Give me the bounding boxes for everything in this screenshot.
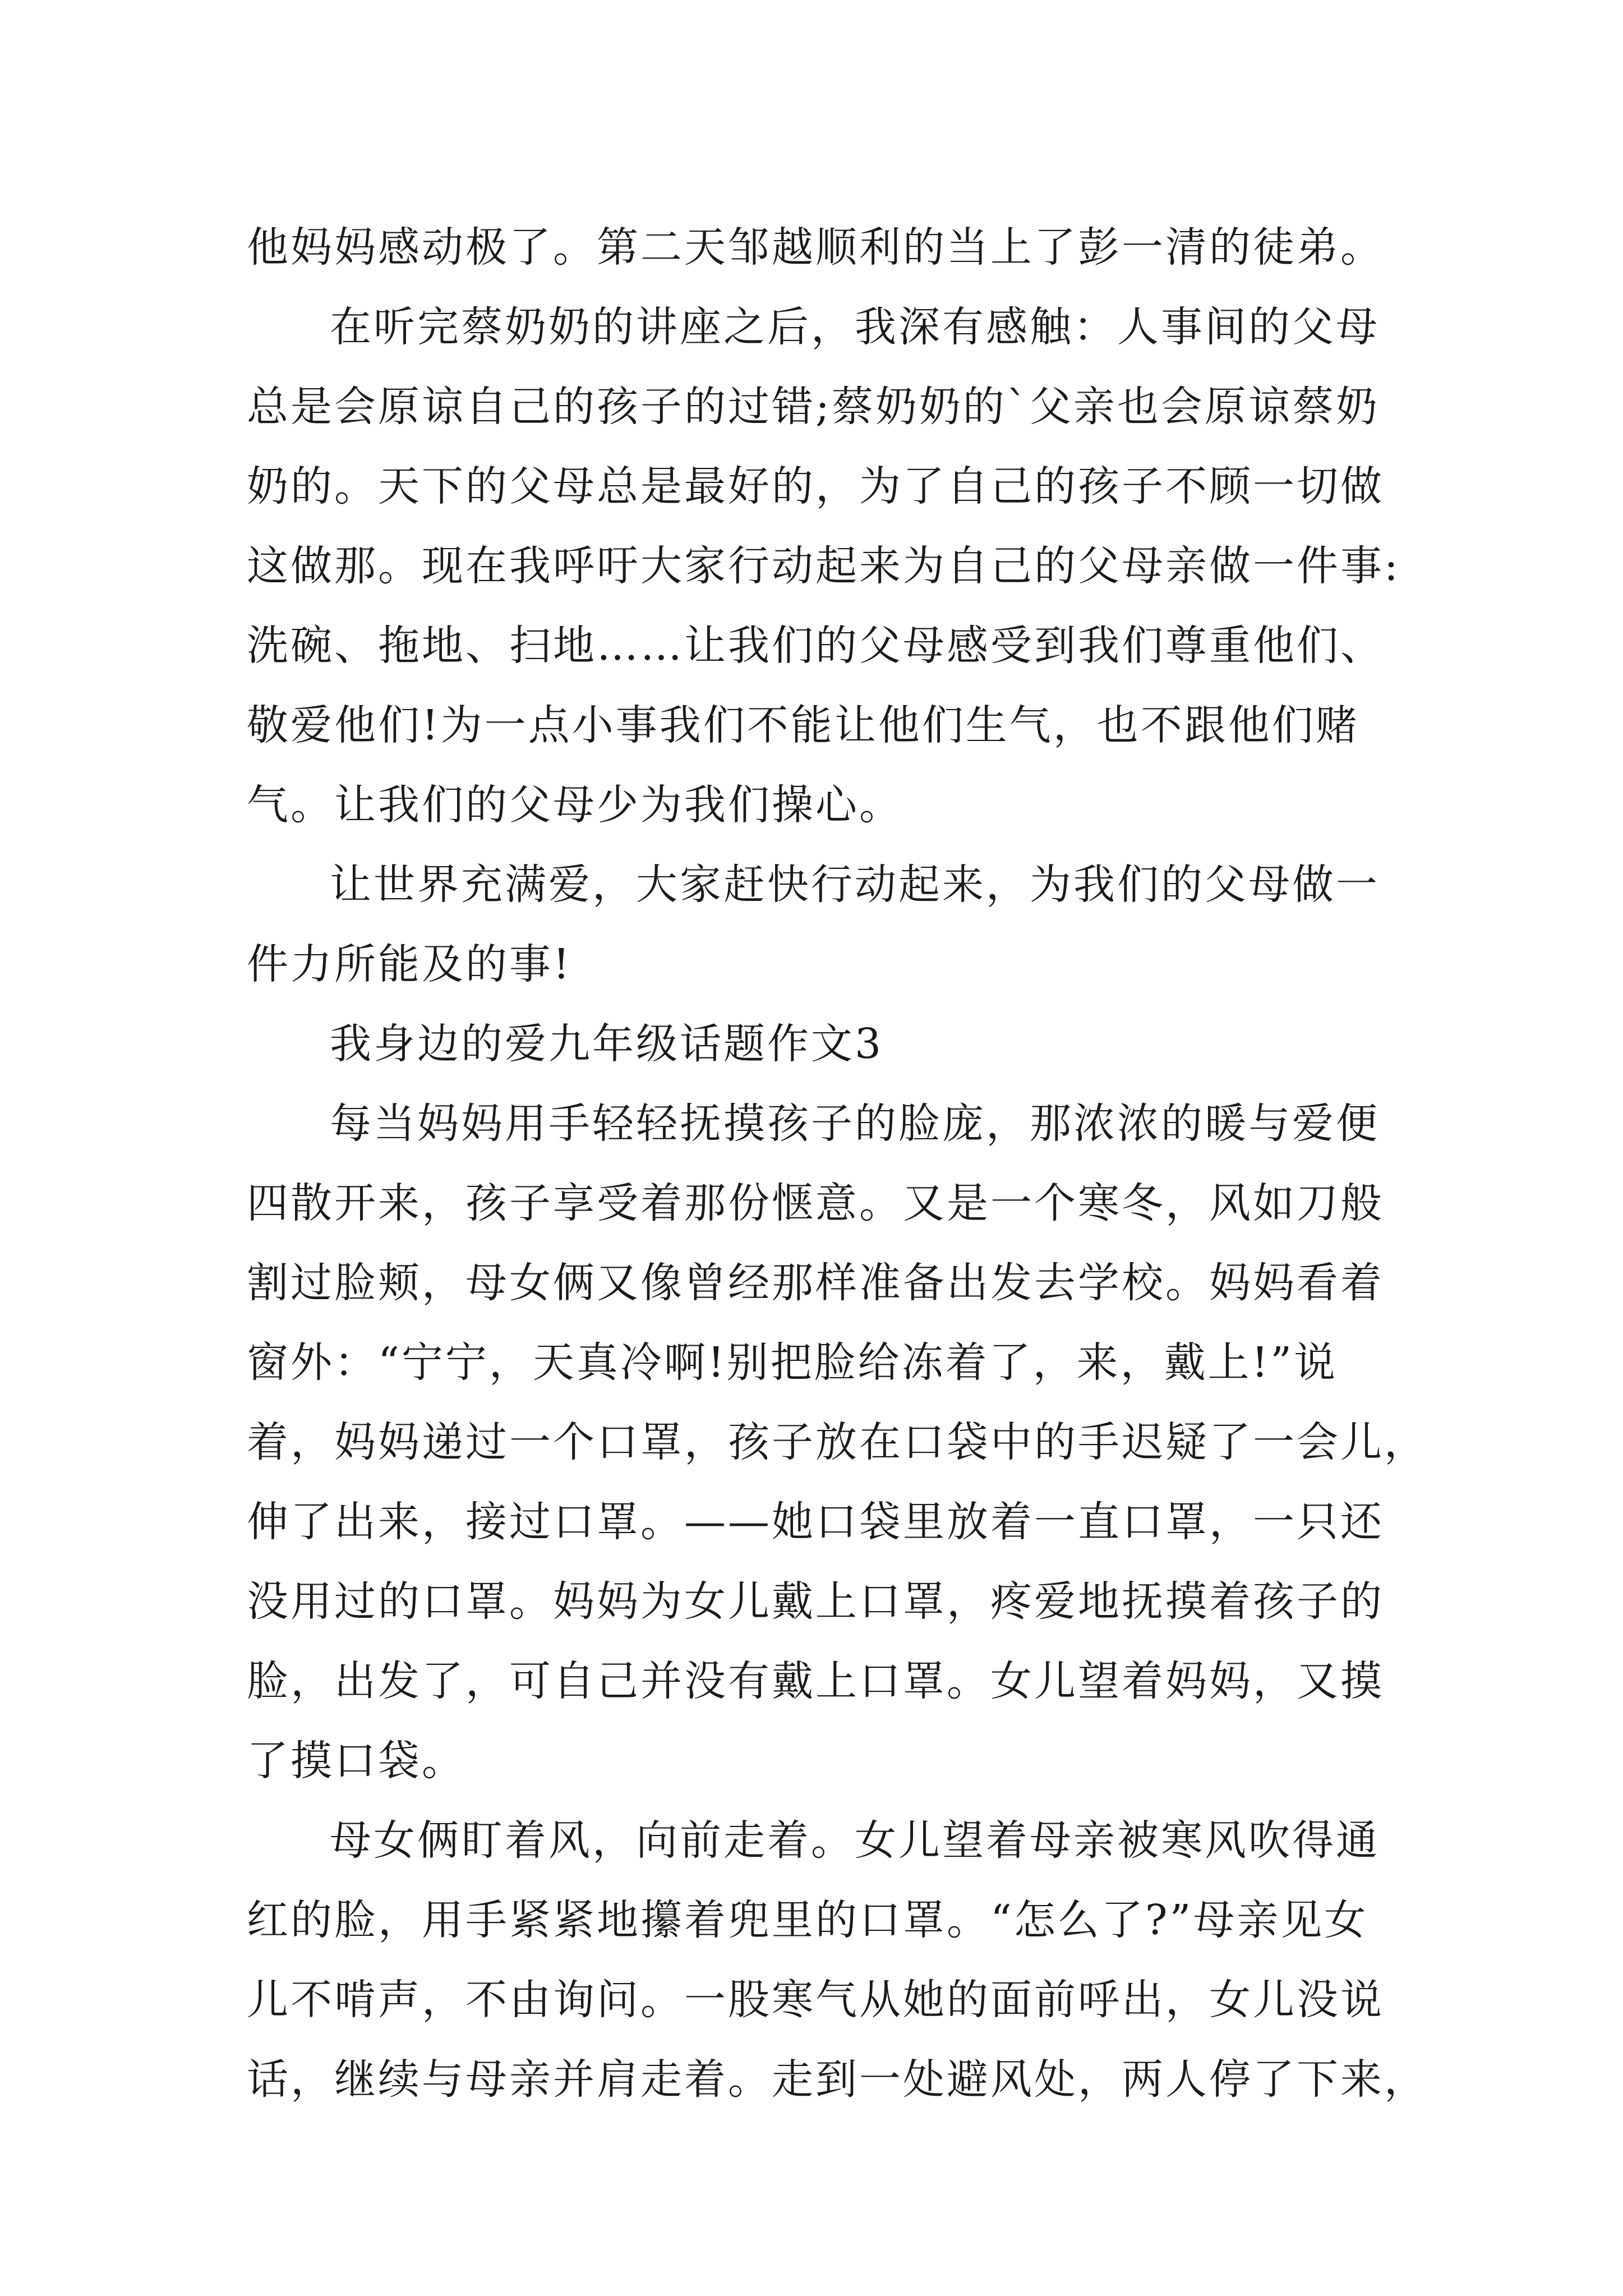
text-line: 窗外：“宁宁，天真冷啊!别把脸给冻着了，来，戴上!”说 <box>247 1338 1338 1387</box>
text-line: 奶的。天下的父母总是最好的，为了自己的孩子不顾一切做 <box>247 462 1384 510</box>
text-line: 话，继续与母亲并肩走着。走到一处避风处，两人停了下来， <box>247 2055 1428 2104</box>
paragraph-start-line: 让世界充满爱，大家赶快行动起来，为我们的父母做一 <box>330 861 1380 909</box>
text-line: 脸，出发了，可自己并没有戴上口罩。女儿望着妈妈，又摸 <box>247 1657 1384 1705</box>
text-line: 这做那。现在我呼吁大家行动起来为自己的父母亲做一件事: <box>247 542 1400 590</box>
section-heading: 我身边的爱九年级话题作文3 <box>330 1020 884 1068</box>
paragraph-start-line: 在听完蔡奶奶的讲座之后，我深有感触：人事间的父母 <box>330 303 1380 351</box>
text-line: 儿不啃声，不由询问。一股寒气从她的面前呼出，女儿没说 <box>247 1976 1384 2024</box>
text-line: 件力所能及的事! <box>247 940 572 988</box>
text-line: 没用过的口罩。妈妈为女儿戴上口罩，疼爱地抚摸着孩子的 <box>247 1577 1384 1626</box>
text-line: 红的脸，用手紧紧地攥着兜里的口罩。“怎么了?”母亲见女 <box>247 1896 1368 1944</box>
text-line: 四散开来，孩子享受着那份惬意。又是一个寒冬，风如刀般 <box>247 1179 1384 1227</box>
text-line: 气。让我们的父母少为我们操心。 <box>247 781 903 829</box>
text-line: 洗碗、拖地、扫地……让我们的父母感受到我们尊重他们、 <box>247 622 1384 670</box>
text-line: 割过脸颊，母女俩又像曾经那样准备出发去学校。妈妈看着 <box>247 1259 1384 1307</box>
text-line: 了摸口袋。 <box>247 1737 465 1785</box>
text-line: 伸了出来，接过口罩。——她口袋里放着一直口罩，一只还 <box>247 1498 1384 1546</box>
document-body <box>247 208 1428 2119</box>
text-line: 着，妈妈递过一个口罩，孩子放在口袋中的手迟疑了一会儿， <box>247 1418 1428 1466</box>
text-line: 他妈妈感动极了。第二天邹越顺利的当上了彭一清的徒弟。 <box>247 223 1384 272</box>
paragraph-start-line: 母女俩盯着风，向前走着。女儿望着母亲被寒风吹得通 <box>330 1816 1380 1865</box>
paragraph-start-line: 每当妈妈用手轻轻抚摸孩子的脸庞，那浓浓的暖与爱便 <box>330 1099 1380 1148</box>
text-line: 总是会原谅自己的孩子的过错;蔡奶奶的`父亲也会原谅蔡奶 <box>247 383 1380 431</box>
text-line: 敬爱他们!为一点小事我们不能让他们生气，也不跟他们赌 <box>247 701 1359 749</box>
